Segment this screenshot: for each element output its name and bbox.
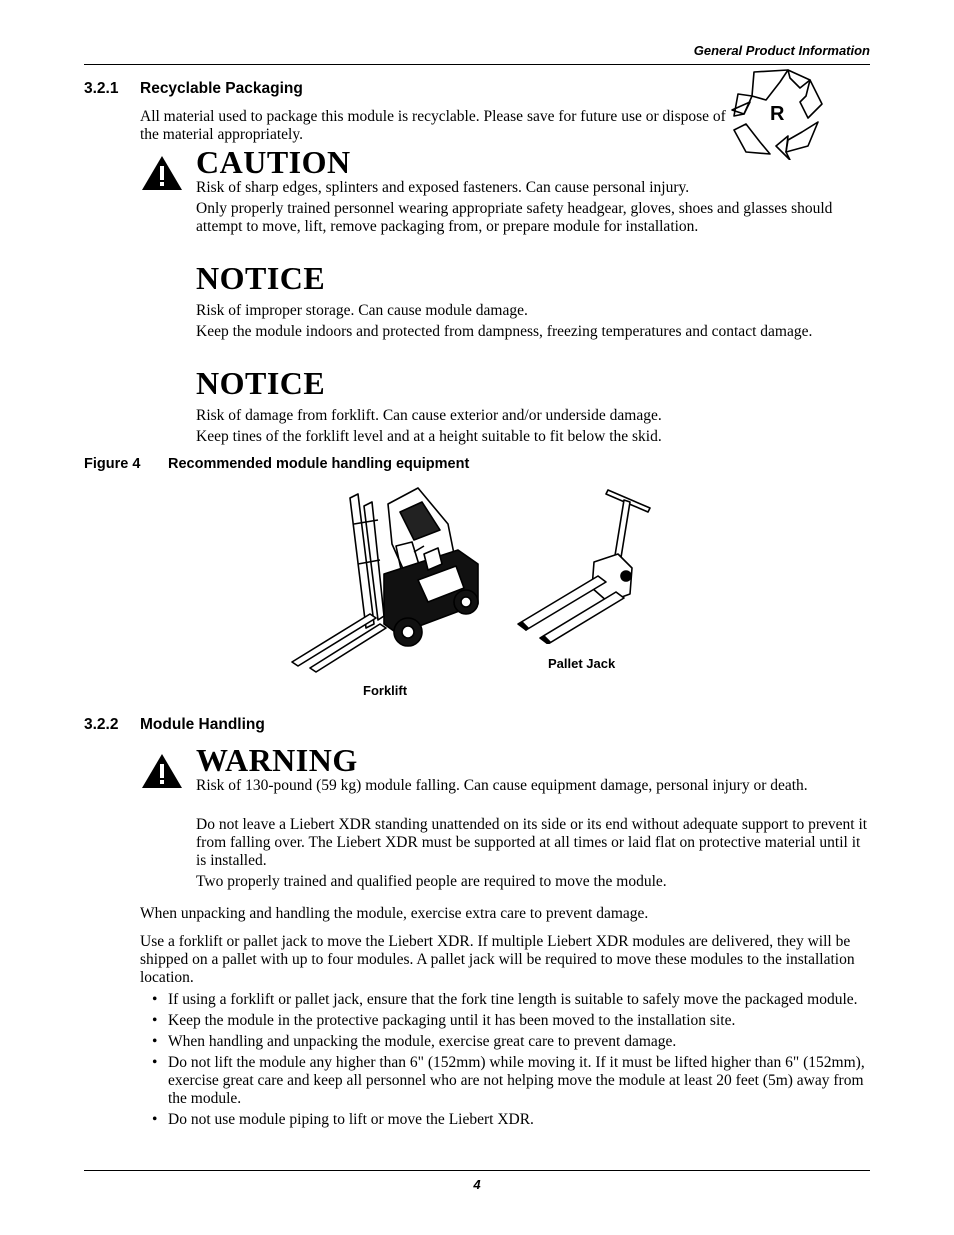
section-title: Recyclable Packaging	[140, 80, 303, 97]
notice-title-2: NOTICE	[196, 365, 326, 401]
paragraph-1: When unpacking and handling the module, exercise extra care to prevent damage.	[140, 905, 649, 922]
header-rule	[84, 64, 870, 65]
list-item: • If using a forklift or pallet jack, ensure that the fork tine length is suitable to safely move the packaged module.	[152, 991, 858, 1008]
section-heading-3-2-1	[84, 80, 303, 98]
warning-icon	[141, 753, 183, 794]
notice-title-1: NOTICE	[196, 260, 326, 296]
page-number: 4	[473, 1177, 481, 1192]
notice-1-line-1: Risk of improper storage. Can cause module damage.	[196, 302, 528, 319]
warning-line-1: Risk of 130-pound (59 kg) module falling. Can cause equipment damage, personal injury or death.	[196, 777, 808, 794]
caution-line-1: Risk of sharp edges, splinters and exposed fasteners. Can cause personal injury.	[196, 179, 690, 196]
list-item: • Do not use module piping to lift or move the Liebert XDR.	[152, 1111, 534, 1128]
caution-title: CAUTION	[196, 144, 351, 180]
notice-1-line-2: Keep the module indoors and protected from dampness, freezing temperatures and contact damage.	[196, 323, 813, 340]
section-heading-3-2-2	[84, 716, 265, 734]
pallet-jack-label: Pallet Jack	[548, 656, 616, 671]
recyclable-text: All material used to package this module is recyclable. Please save for future use or dispose of the material appropriately.	[140, 108, 726, 143]
footer-rule	[84, 1170, 870, 1171]
figure-caption	[84, 456, 469, 472]
warning-line-2: Do not leave a Liebert XDR standing unattended on its side or its end without adequate support to prevent it from falling over. The Liebert XDR must be supported at all times or laid flat on protective material until it is installed.	[196, 816, 868, 869]
section-number: 3.2.2	[84, 716, 119, 733]
recycle-icon	[730, 66, 826, 160]
list-item: • Do not lift the module any higher than 6" (152mm) while moving it. If it must be lifted higher than 6" (152mm), exercise great care and keep all personnel who are not helping move the module at least 20 feet (5m) away from the module.	[152, 1054, 865, 1107]
caution-line-2: Only properly trained personnel wearing appropriate safety headgear, gloves, shoes and glasses should attempt to move, lift, remove packaging from, or prepare module for installation.	[196, 200, 833, 235]
figure-number: Figure 4	[84, 456, 141, 472]
figure-title: Recommended module handling equipment	[168, 456, 470, 472]
list-item: • Keep the module in the protective packaging until it has been moved to the installation site.	[152, 1012, 736, 1029]
caution-icon	[141, 155, 183, 196]
list-item: • When handling and unpacking the module, exercise great care to prevent damage.	[152, 1033, 677, 1050]
notice-2-line-2: Keep tines of the forklift level and at a height suitable to fit below the skid.	[196, 428, 662, 445]
forklift-illustration	[288, 484, 488, 674]
paragraph-2: Use a forklift or pallet jack to move the Liebert XDR. If multiple Liebert XDR modules are delivered, they will be shipped on a pallet with up to four modules. A pallet jack will be required to move these modules to the installation location.	[140, 933, 855, 986]
pallet-jack-illustration	[514, 484, 664, 644]
recycle-letter: R	[770, 103, 785, 125]
warning-title: WARNING	[196, 742, 358, 778]
handling-bullet-list	[152, 991, 872, 1132]
forklift-label: Forklift	[363, 683, 408, 698]
notice-2-line-1: Risk of damage from forklift. Can cause exterior and/or underside damage.	[196, 407, 662, 424]
section-title: Module Handling	[140, 716, 265, 733]
warning-line-3: Two properly trained and qualified people are required to move the module.	[196, 873, 667, 890]
running-header: General Product Information	[693, 43, 870, 58]
section-number: 3.2.1	[84, 80, 119, 97]
